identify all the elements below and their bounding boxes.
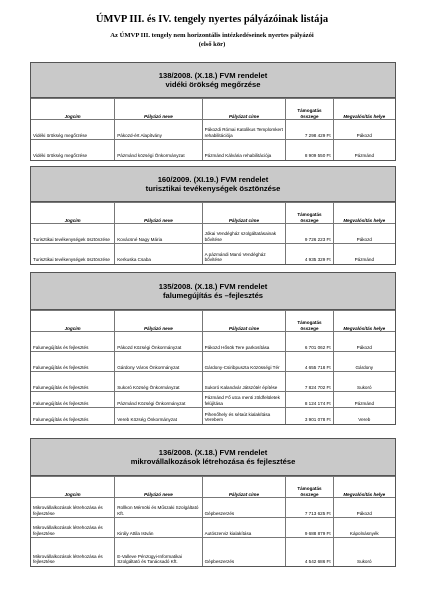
table-cell: Turisztikai tevékenységek ösztönzése (31, 244, 115, 264)
table-cell: Rollkon Mérnöki és Műszaki Szolgáltató Kft. (115, 498, 202, 518)
table-cell: 4 935 329 Ft (286, 244, 333, 264)
table-cell: Pákozdi Római Katolikus Templomkert rehabilitációja (202, 120, 286, 140)
column-header: Jogcím (31, 99, 115, 120)
table-row (31, 372, 395, 392)
table-cell: Gárdony-Csiribpuszta Közösségi Tér (202, 352, 286, 372)
table-cell: Mikrovállalkozások létrehozása és fejlesztése (31, 498, 115, 518)
document-title: ÚMVP III. és IV. tengely nyertes pályázóinak listája (95, 14, 329, 25)
table-cell: Falumegújítás és fejlesztés (31, 408, 115, 424)
table-cell: Sukoró (333, 372, 395, 392)
section-header (31, 273, 395, 310)
measure-name: falumegújítás és –fejlesztés (162, 291, 264, 300)
table-cell: Pázmánd (333, 244, 395, 264)
decree-number: 138/2008. (X.18.) FVM rendelet (158, 71, 268, 80)
table-row (31, 408, 395, 424)
table-cell: Autószerviz kialakítása (202, 518, 286, 538)
table-cell: Pákozd (333, 332, 395, 352)
table-header-row (31, 99, 395, 120)
table-cell: Pákozd (333, 498, 395, 518)
column-header: Pályázat címe (202, 477, 286, 498)
column-header: Jogcím (31, 311, 115, 332)
winners-table (31, 202, 395, 264)
table-row (31, 538, 395, 566)
table-cell: Turisztikai tevékenységek ösztönzése (31, 224, 115, 244)
table-cell: Vereb (333, 408, 395, 424)
column-header: Támogatás összege (286, 99, 333, 120)
table-row (31, 352, 395, 372)
table-cell: 9 726 223 Ft (286, 224, 333, 244)
table-row (31, 518, 395, 538)
column-header: Támogatás összege (286, 203, 333, 224)
table-cell: 6 701 062 Ft (286, 332, 333, 352)
winners-table (31, 476, 395, 566)
decree-section (30, 438, 396, 567)
table-row (31, 244, 395, 264)
winners-table (31, 98, 395, 160)
table-cell: Király Attila István (115, 518, 202, 538)
table-cell: Vereb Község Önkormányzat (115, 408, 202, 424)
column-header: Pályázó neve (115, 311, 202, 332)
table-header-row (31, 477, 395, 498)
decree-number: 136/2008. (X.18.) FVM rendelet (158, 448, 268, 457)
table-cell: Pákozd (333, 120, 395, 140)
table-row (31, 498, 395, 518)
column-header: Pályázó neve (115, 477, 202, 498)
table-cell: Pákozd-ért Alapítvány (115, 120, 202, 140)
table-cell: Jókai Vendégház szolgáltatásainak bővítése (202, 224, 286, 244)
measure-name: turisztikai tevékenységek ösztönzése (145, 184, 281, 193)
table-cell: Pázmánd Kálvária rehabilitációja (202, 140, 286, 160)
table-cell: A pázmándi Manó Vendégház bővítése (202, 244, 286, 264)
table-cell: 7 298 429 Ft (286, 120, 333, 140)
table-cell: 8 124 174 Ft (286, 392, 333, 408)
section-header (31, 167, 395, 202)
column-header: Megvalósítás helye (333, 203, 395, 224)
decree-section (30, 166, 396, 265)
table-cell: Kápolnásnyék (333, 518, 395, 538)
table-cell: Falumegújítás és fejlesztés (31, 352, 115, 372)
document-subtitle: Az ÚMVP III. tengely nem horizontális intézkedéseinek nyertes pályázói (110, 32, 314, 39)
column-header: Pályázat címe (202, 99, 286, 120)
table-cell: Pákozd (333, 224, 395, 244)
table-cell: Sukoró Kalandvár Játszótér építése (202, 372, 286, 392)
table-cell: Vidéki örökség megőrzése (31, 120, 115, 140)
table-cell: Pákozd Hősök Tere parkosítása (202, 332, 286, 352)
table-cell: Mikrovállalkozások létrehozása és fejlesztése (31, 518, 115, 538)
table-cell: E-Valleve Pénzügyi-Informatikai Szolgáltató és Tanácsadó Kft. (115, 538, 202, 566)
table-cell: Pázmánd (333, 392, 395, 408)
document-subtitle-round: (első kör) (198, 41, 226, 48)
winners-table (31, 310, 395, 424)
table-cell: Pihenőhely és sétaút kialakítása Verebem (202, 408, 286, 424)
table-cell: Kerkuska Csaba (115, 244, 202, 264)
table-cell: Gépbeszerzés (202, 538, 286, 566)
table-cell: Gépbeszerzés (202, 498, 286, 518)
table-cell: Falumegújítás és fejlesztés (31, 372, 115, 392)
table-cell: Sukoró Község Önkormányzat (115, 372, 202, 392)
table-cell: 9 688 879 Ft (286, 518, 333, 538)
table-row (31, 224, 395, 244)
table-cell: 7 824 702 Ft (286, 372, 333, 392)
column-header: Megvalósítás helye (333, 477, 395, 498)
decree-section (30, 272, 396, 425)
table-row (31, 332, 395, 352)
table-cell: Pákozd Községi Önkormányzat (115, 332, 202, 352)
table-cell: 8 909 550 Ft (286, 140, 333, 160)
decree-number: 160/2009. (XI.19.) FVM rendelet (157, 175, 269, 184)
measure-name: vidéki örökség megőrzése (165, 80, 261, 89)
column-header: Pályázó neve (115, 99, 202, 120)
column-header: Támogatás összege (286, 477, 333, 498)
column-header: Jogcím (31, 477, 115, 498)
table-cell: Sukoró (333, 538, 395, 566)
table-cell: Pázmánd községi Önkormányzat (115, 140, 202, 160)
table-header-row (31, 311, 395, 332)
column-header: Támogatás összege (286, 311, 333, 332)
table-row (31, 120, 395, 140)
decree-number: 135/2008. (X.18.) FVM rendelet (158, 282, 268, 291)
section-header (31, 63, 395, 98)
table-cell: 4 542 686 Ft (286, 538, 333, 566)
column-header: Megvalósítás helye (333, 311, 395, 332)
table-cell: Vidéki örökség megőrzése (31, 140, 115, 160)
table-cell: 4 655 718 Ft (286, 352, 333, 372)
column-header: Pályázat címe (202, 311, 286, 332)
table-cell: Kovácsné Nagy Mária (115, 224, 202, 244)
table-cell: Pázmánd Fő utca menti zöldfelületek felújítása (202, 392, 286, 408)
column-header: Jogcím (31, 203, 115, 224)
table-header-row (31, 203, 395, 224)
table-cell: Mikrovállalkozások létrehozása és fejlesztése (31, 538, 115, 566)
measure-name: mikrovállalkozások létrehozása és fejlesztése (130, 457, 296, 466)
table-row (31, 140, 395, 160)
table-cell: Gárdony (333, 352, 395, 372)
table-cell: 7 713 625 Ft (286, 498, 333, 518)
table-row (31, 392, 395, 408)
table-cell: Pázmánd Községi Önkormányzat (115, 392, 202, 408)
table-cell: 3 901 078 Ft (286, 408, 333, 424)
table-cell: Gárdony Város Önkormányzat (115, 352, 202, 372)
table-cell: Falumegújítás és fejlesztés (31, 332, 115, 352)
table-cell: Falumegújítás és fejlesztés (31, 392, 115, 408)
column-header: Pályázó neve (115, 203, 202, 224)
column-header: Pályázat címe (202, 203, 286, 224)
section-header (31, 439, 395, 476)
table-cell: Pázmánd (333, 140, 395, 160)
column-header: Megvalósítás helye (333, 99, 395, 120)
decree-section (30, 62, 396, 161)
